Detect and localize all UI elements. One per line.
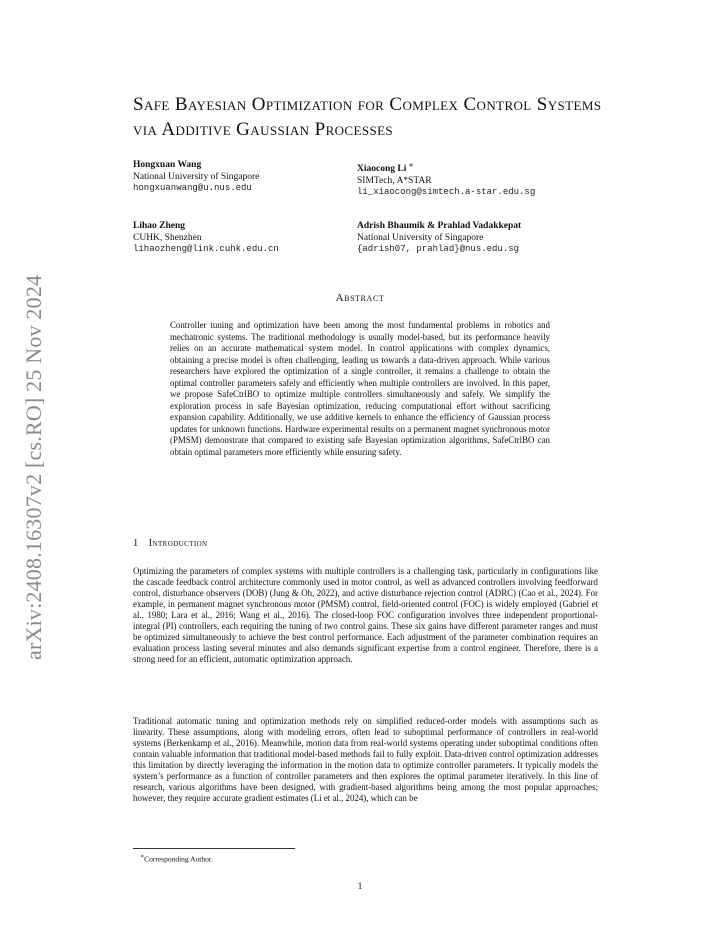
arxiv-identifier-text: arXiv:2408.16307v2 [cs.RO] 25 Nov 2024: [21, 274, 46, 660]
author-affiliation: National University of Singapore: [133, 171, 260, 182]
footnote: [140, 853, 213, 864]
author-name-line: [357, 160, 535, 176]
author-affiliation: CUHK, Shenzhen: [133, 232, 202, 243]
corresponding-author-mark: ∗: [408, 161, 414, 169]
section-title: Introduction: [148, 538, 208, 549]
author-name: Lihao Zheng: [133, 221, 186, 231]
author-block: [357, 221, 521, 256]
paper-title: Safe Bayesian Optimization for Complex Control Systems via Additive Gaussian Processes: [133, 94, 602, 140]
page-number: 1: [357, 882, 363, 892]
body-paragraph: Optimizing the parameters of complex systems with multiple controllers is a challenging task, particularly in configurations like the cascade feedback control architecture commonly used in motor control, as well as advanced controllers involving feedforward control, disturbance observers (DOB) (Jung & Oh, 2022), and active disturbance rejection control (ADRC) (Cao et al., 2024). For example, in permanent magnet synchronous motor (PMSM) control, field-oriented control (FOC) is widely employed (Gabriel et al., 1980; Lara et al., 2016; Wang et al., 2016). The closed-loop FOC configuration involves three independent proportional-integral (PI) controllers, each requiring the tuning of two control gains. These six gains have different parameter ranges and must be optimized simultaneously to achieve the best control performance. Each adjustment of the parameter combination requires an evaluation process lasting several minutes and also demands significant expertise from a control engineer. Therefore, there is a strong need for an efficient, automatic optimization approach.: [133, 566, 598, 664]
author-name: Xiaocong Li: [357, 164, 407, 175]
abstract-heading: Abstract: [335, 292, 385, 304]
section-heading: [133, 538, 208, 549]
footnote-text: Corresponding Author.: [144, 854, 213, 864]
author-affiliation: National University of Singapore: [357, 232, 484, 243]
author-block: [133, 160, 259, 195]
author-email: li_xiaocong@simtech.a-star.edu.sg: [357, 187, 536, 198]
author-name: Adrish Bhaumik & Prahlad Vadakkepat: [357, 221, 522, 231]
abstract-text: Controller tuning and optimization have been among the most fundamental problems in robotics and mechatronic systems. The traditional methodology is usually model-based, but its performance heavily relies on an accurate mathematical system model. In control applications with complex dynamics, obtaining a precise model is often challenging, leading us towards a data-driven approach. While various researchers have explored the optimization of a single controller, it remains a challenge to obtain the optimal controller parameters safely and efficiently when multiple controllers are involved. In this paper, we propose SafeCtrlBO to optimize multiple controllers simultaneously and safely. We simplify the exploration process in safe Bayesian optimization, reducing computational effort without sacrificing expansion capability. Additionally, we use additive kernels to enhance the efficiency of Gaussian process updates for unknown functions. Hardware experimental results on a permanent magnet synchronous motor (PMSM) demonstrate that compared to existing safe Bayesian optimization algorithms, SafeCtrlBO can obtain optimal parameters more efficiently while ensuring safety.: [170, 320, 550, 457]
author-email: {adrish07, prahlad}@nus.edu.sg: [357, 244, 520, 254]
author-email: hongxuanwang@u.nus.edu: [133, 183, 252, 193]
author-name: Hongxuan Wang: [133, 160, 202, 170]
author-email: lihaozheng@link.cuhk.edu.cn: [133, 244, 279, 254]
section-number: 1: [133, 538, 139, 549]
author-affiliation: SIMTech, A*STAR: [357, 175, 432, 186]
footnote-mark: ∗: [140, 854, 145, 860]
author-block: [357, 160, 535, 199]
body-paragraph: Traditional automatic tuning and optimization methods rely on simplified reduced-order models with assumptions such as linearity. These assumptions, along with modeling errors, often lead to suboptimal performance of controllers in real-world systems (Berkenkamp et al., 2016). Meanwhile, motion data from real-world systems operating under suboptimal conditions often contain valuable information that traditional model-based methods fail to fully exploit. Data-driven control optimization addresses this limitation by directly leveraging the information in the motion data to optimize controller parameters. It typically models the system’s performance as a function of controller parameters and then explores the optimal parameter iteratively. In this line of research, various algorithms have been designed, with gradient-based algorithms being among the most popular approaches; however, they require accurate gradient estimates (Li et al., 2024), which can be: [133, 716, 598, 803]
author-block: [133, 221, 279, 256]
footnote-divider: [133, 848, 295, 849]
